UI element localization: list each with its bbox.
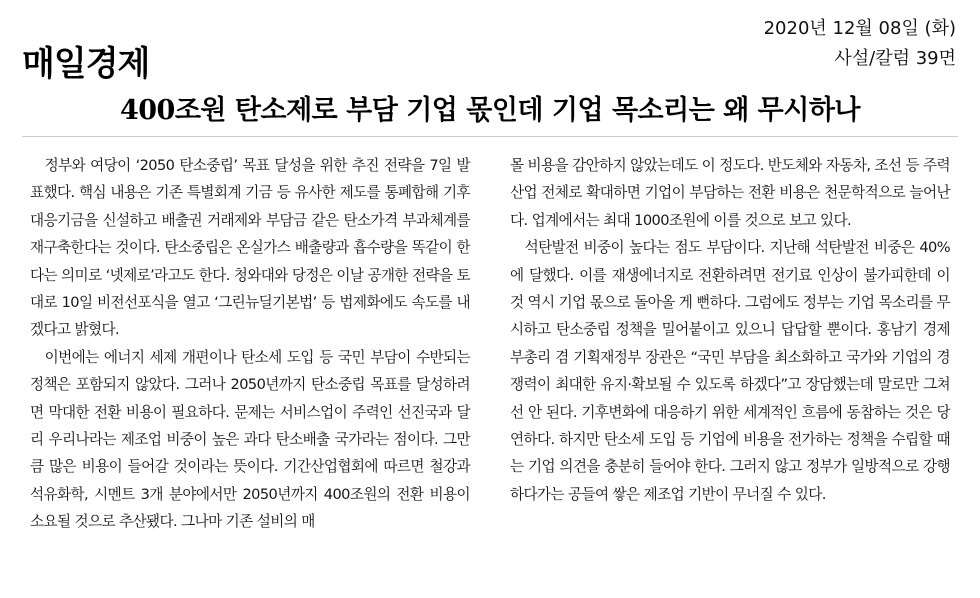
publication-meta	[764, 14, 956, 74]
section-page: 사설/칼럼 39면	[834, 48, 956, 69]
article-column-right	[510, 152, 950, 508]
article-paragraph: 정부와 여당이 ‘2050 탄소중립’ 목표 달성을 위한 추진 전략을 7일 발표했다. 핵심 내용은 기존 특별회계 기금 등 유사한 제도를 통폐합해 기후대응기금을 신설하고 배출권 거래제와 부담금 같은 탄소가격 부과체계를 재구축한다는 것이다. 탄소중립은 온실가스 배출량과 흡수량을 똑같이 한다는 의미로 ‘넷제로’라고도 한다. 청와대와 당정은 이날 공개한 전략을 토대로 10일 비전선포식을 열고 ‘그린뉴딜기본법’ 등 법제화에도 속도를 내겠다고 밝혔다.	[30, 157, 470, 339]
newspaper-masthead: 매일경제	[22, 44, 150, 84]
headline-divider	[22, 136, 958, 137]
article-headline: 400조원 탄소제로 부담 기업 몫인데 기업 목소리는 왜 무시하나	[119, 95, 861, 126]
article-column-left	[30, 152, 470, 536]
article-paragraph-continuation: 몰 비용을 감안하지 않았는데도 이 정도다. 반도체와 자동차, 조선 등 주력 산업 전체로 확대하면 기업이 부담하는 전환 비용은 천문학적으로 늘어난다. 업계에서는 최대 1000조원에 이를 것으로 보고 있다.	[510, 157, 950, 229]
publication-date: 2020년 12월 08일 (화)	[763, 18, 956, 39]
article-paragraph: 이번에는 에너지 세제 개편이나 탄소세 도입 등 국민 부담이 수반되는 정책은 포함되지 않았다. 그러나 2050년까지 탄소중립 목표를 달성하려면 막대한 전환 비용이 필요하다. 문제는 서비스업이 주력인 선진국과 달리 우리나라는 제조업 비중이 높은 과다 탄소배출 국가라는 점이다. 그만큼 많은 비용이 들어갈 것이라는 뜻이다. 기간산업협회에 따르면 철강과 석유화학, 시멘트 3개 분야에서만 2050년까지 400조원의 전환 비용이 소요될 것으로 추산됐다. 그나마 기존 설비의 매	[30, 348, 470, 531]
article-paragraph: 석탄발전 비중이 높다는 점도 부담이다. 지난해 석탄발전 비중은 40%에 달했다. 이를 재생에너지로 전환하려면 전기료 인상이 불가피한데 이것 역시 기업 몫으로 돌아올 게 뻔하다. 그럼에도 정부는 기업 목소리를 무시하고 탄소중립 정책을 밀어붙이고 있으니 답답할 뿐이다. 홍남기 경제부총리 겸 기획재정부 장관은 “국민 부담을 최소화하고 국가와 기업의 경쟁력이 최대한 유지·확보될 수 있도록 하겠다”고 장담했는데 말로만 그쳐선 안 된다. 기후변화에 대응하기 위한 세계적인 흐름에 동참하는 것은 당연하다. 하지만 탄소세 도입 등 기업에 비용을 전가하는 정책을 수립할 때는 기업 의견을 충분히 들어야 한다. 그러지 않고 정부가 일방적으로 강행하다가는 공들여 쌓은 제조업 기반이 무너질 수 있다.	[510, 239, 950, 503]
